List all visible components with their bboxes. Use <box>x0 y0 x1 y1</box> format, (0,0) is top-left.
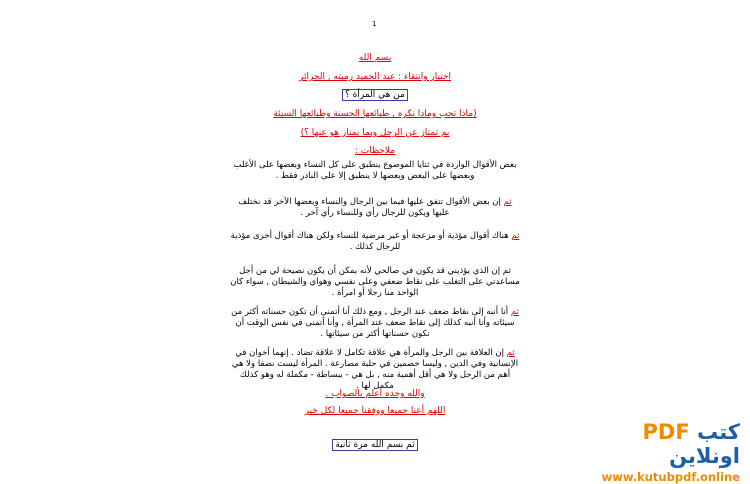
end-note: ثم بسم الله مرة ثانية <box>332 439 417 451</box>
watermark-title <box>590 420 740 468</box>
watermark-title-pdf: PDF <box>642 420 690 444</box>
paragraph-6 <box>230 348 520 392</box>
subtitle-line: (ماذا تحب وماذا تكره , طبائعها الحسنة وطبائعها السيئة <box>273 109 477 119</box>
paragraph-text: هناك أقوال مؤذية أو مزعجة أو غير مرضية للنساء ولكن هناك أقوال أخرى مؤذية للرجال كذلك . <box>230 231 512 252</box>
paragraph-4 <box>230 266 520 299</box>
paragraph-text: ثم إن الذي يؤذيني قد يكون في صالحي لأنه يمكن أن يكون نصيحة لي من أجل مساعدتي على التغلب على نقاط ضعفي وعلى نفسي وهواي والشيطان , سواء كان الواحد منا رجلا أو امرأة . <box>230 266 520 298</box>
watermark-url: www.kutubpdf.online <box>601 470 740 484</box>
watermark <box>590 420 740 484</box>
paragraph-3 <box>230 231 520 253</box>
question-line: بم تمتاز عن الرجل وبما يمتاز هو عنها ؟) <box>300 128 450 138</box>
notes-label: ملاحظات : <box>354 146 396 156</box>
page-number: 1 <box>372 20 377 28</box>
paragraph-5 <box>230 307 520 340</box>
paragraph-text: إن العلاقة بين الرجل والمرأة هي علاقة تكامل لا علاقة تضاد . إنهما أخوان في الإنسانية وفي الدين , وليسا خصمين في حلبة مصارعة . المرأة ليست نصفا ولا هي أهم من الرجل ولا هي أقل أهمية منه , بل هي - ببساطة - مكملة له وهو كذلك مكمل لها . <box>231 348 519 391</box>
paragraph-lead: ثم <box>510 307 519 317</box>
paragraph-text: إن بعض الأقوال تتفق عليها فيما بين الرجال والنساء وبعضها الآخر قد نختلف عليها ويكون للرجال رأي وللنساء رأي آخر . <box>238 197 504 218</box>
title-box-wrap <box>300 90 450 101</box>
paragraph-2 <box>230 197 520 219</box>
paragraph-lead: ثم <box>511 231 520 241</box>
paragraph-lead: ثم <box>503 197 512 207</box>
allah-knows-line: والله وحده أعلم بالصواب . <box>325 389 425 399</box>
compiler-line: اختيار وانتقاء : عبد الحميد رميته , الجزائر <box>298 72 451 82</box>
watermark-title-ar: كتب <box>696 420 740 444</box>
prayer-line: اللهم أعنا جميعا ووفقنا جميعا لكل خير <box>304 406 446 416</box>
basmala: بسم الله <box>358 53 392 63</box>
paragraph-1 <box>230 160 520 182</box>
paragraph-lead: ثم <box>506 348 515 358</box>
watermark-title-online: اونلاين <box>669 444 740 468</box>
page-title: من هي المرأة ؟ <box>342 89 408 101</box>
paragraph-text: أنا أنبه إلى نقاط ضعف عند الرجل , ومع ذلك أنا أتمنى أن تكون حسناته أكثر من سيئاته وأنا أنبه كذلك إلى نقاط ضعف عند المرأة , وأنا أتمنى في نفس الوقت أن تكون حسناتها أكثر من سيئاتها . <box>231 307 515 339</box>
end-note-wrap <box>300 440 450 451</box>
paragraph-text: بعض الأقوال الواردة في ثنايا الموضوع ينطبق على كل النساء وبعضها على الأغلب وبعضها على البعض وبعضها لا ينطبق إلا على النادر فقط . <box>233 160 517 181</box>
